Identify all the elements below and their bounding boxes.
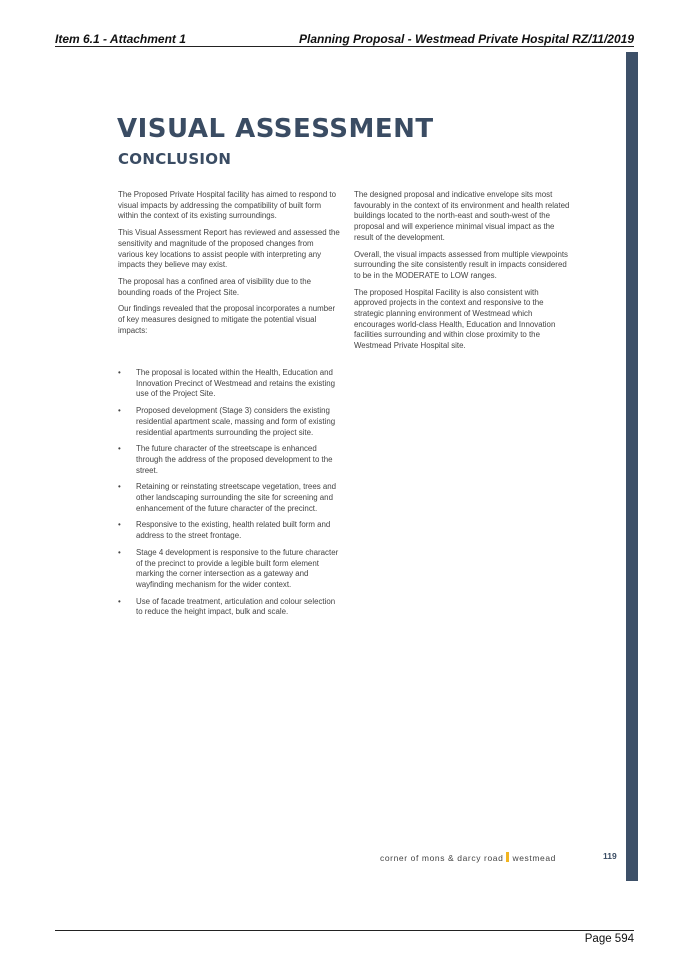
bullet-icon: •	[118, 368, 121, 377]
footer-address: corner of mons & darcy road	[380, 853, 504, 863]
bullet-icon: •	[118, 596, 121, 606]
list-item	[118, 548, 342, 591]
bullet-icon: •	[118, 444, 121, 454]
list-item-text: The proposal is located within the Health, Education and Innovation Precinct of Westmead and retains the existing use of the Project Site.	[136, 368, 335, 399]
page-label: Page 594	[584, 933, 634, 945]
list-item	[118, 520, 342, 541]
header-document-title: Planning Proposal - Westmead Private Hospital RZ/11/2019	[299, 32, 634, 46]
footer-suburb: westmead	[512, 853, 556, 863]
header-attachment-label: Item 6.1 - Attachment 1	[55, 32, 186, 46]
list-item-text: Retaining or reinstating streetscape vegetation, trees and other landscaping surrounding the site for screening and enhancement of the future character of the precinct.	[136, 482, 337, 513]
mitigation-measures-list	[118, 368, 342, 624]
paragraph: This Visual Assessment Report has reviewed and assessed the sensitivity and magnitude of the proposed changes from various key locations to assist people with interpreting any impacts they believe may exist.	[118, 228, 340, 270]
paragraph: The proposed Hospital Facility is also consistent with approved projects in the context and responsive to the strategic planning environment of Westmead which encourages world-class Health, Education and Innovation facilities surrounding and within close proximity to the Westmead Private Hospital site.	[354, 287, 556, 351]
list-item-text: Stage 4 development is responsive to the future character of the precinct to provide a legible built form element marking the corner intersection as a gateway and wayfinding mechanism for the wider context.	[136, 547, 339, 589]
bullet-icon: •	[118, 547, 121, 557]
report-page-number: 119	[603, 851, 617, 861]
list-item-text: Use of facade treatment, articulation and colour selection to reduce the height impact, bulk and scale.	[136, 596, 336, 617]
bullet-icon: •	[118, 482, 121, 492]
list-item	[118, 597, 342, 618]
list-item	[118, 368, 342, 400]
list-item	[118, 482, 342, 514]
paragraph: The proposal has a confined area of visibility due to the bounding roads of the Project Site.	[118, 276, 312, 297]
list-item-text: Responsive to the existing, health related built form and address to the street frontage.	[136, 520, 331, 541]
paragraph: Our findings revealed that the proposal incorporates a number of key measures designed to mitigate the potential visual impacts:	[118, 304, 336, 335]
paragraph: Overall, the visual impacts assessed from multiple viewpoints surrounding the site consistently result in impacts considered to be in the MODERATE to LOW ranges.	[354, 249, 569, 280]
page-subtitle: CONCLUSION	[118, 150, 232, 168]
paragraph: The Proposed Private Hospital facility has aimed to respond to visual impacts by addressing the compatibility of built form within the context of its existing surroundings.	[118, 190, 336, 221]
paragraph: The designed proposal and indicative envelope sits most favourably in the context of its environment and health related buildings located to the north-east and south-west of the proposal and will experience minimal visual impact as the result of the development.	[354, 190, 570, 242]
side-accent-bar	[626, 52, 638, 881]
bullet-icon: •	[118, 520, 121, 530]
list-item	[118, 406, 342, 438]
left-column	[118, 190, 340, 342]
right-column	[354, 190, 572, 358]
header-rule	[55, 46, 634, 47]
page-title: VISUAL ASSESSMENT	[117, 114, 434, 144]
list-item-text: Proposed development (Stage 3) considers the existing residential apartment scale, massing and form of existing residential apartments surrounding the project site.	[136, 406, 336, 437]
footer-separator	[506, 852, 509, 862]
list-item	[118, 444, 342, 476]
bullet-icon: •	[118, 406, 121, 416]
list-item-text: The future character of the streetscape is enhanced through the address of the proposed development to the street.	[136, 444, 333, 475]
footer-rule	[55, 930, 634, 931]
footer-location	[380, 852, 556, 863]
